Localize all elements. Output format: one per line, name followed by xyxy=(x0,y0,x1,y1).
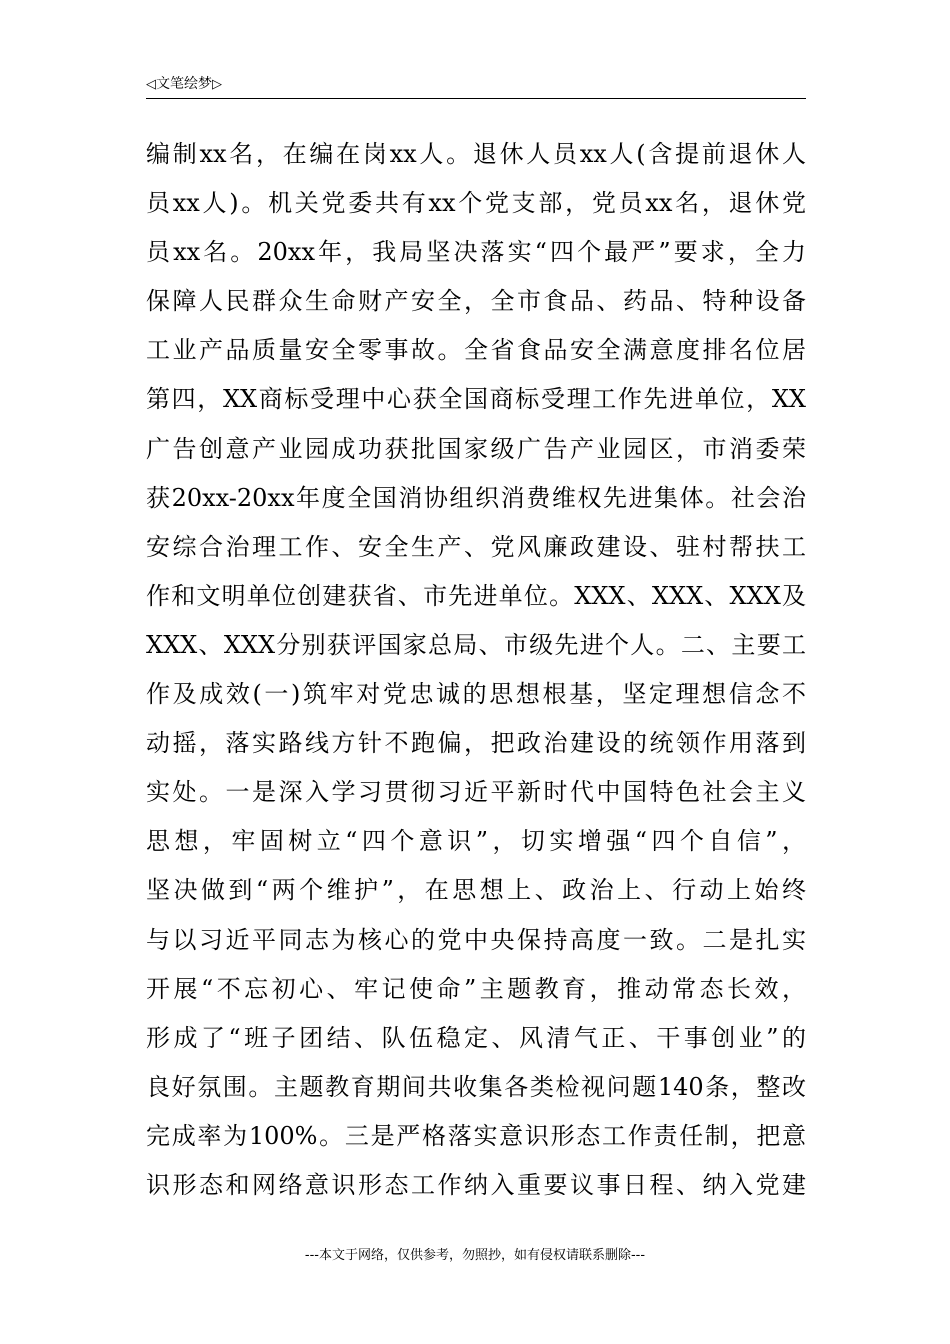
body-line: 开展“不忘初心、牢记使命”主题教育，推动常态长效， xyxy=(146,974,806,1003)
page-header xyxy=(146,74,806,99)
body-line: 员xx人)。机关党委共有xx个党支部，党员xx名，退休党 xyxy=(146,189,806,218)
body-line: 与以习近平同志为核心的党中央保持高度一致。二是扎实 xyxy=(146,925,806,954)
left-triangle-icon: ◁ xyxy=(146,77,156,92)
right-triangle-icon: ▷ xyxy=(212,77,222,92)
body-line: 动摇，落实路线方针不跑偏，把政治建设的统领作用落到 xyxy=(146,729,806,758)
body-line: 编制xx名，在编在岗xx人。退休人员xx人(含提前退休人 xyxy=(146,140,806,168)
body-line: 第四，XX商标受理中心获全国商标受理工作先进单位，XX xyxy=(146,385,806,414)
body-line: 工业产品质量安全零事故。全省食品安全满意度排名位居 xyxy=(146,336,806,365)
body-line: 员xx名。20xx年，我局坚决落实“四个最严”要求，全力 xyxy=(146,238,806,267)
body-line: 作和文明单位创建获省、市先进单位。XXX、XXX、XXX及 xyxy=(146,581,806,610)
body-line: 广告创意产业园成功获批国家级广告产业园区，市消委荣 xyxy=(146,434,806,463)
body-line: 思想，牢固树立“四个意识”，切实增强“四个自信”， xyxy=(146,827,806,856)
document-body xyxy=(146,130,806,1210)
body-line: 保障人民群众生命财产安全，全市食品、药品、特种设备 xyxy=(146,287,806,316)
body-line: 安综合治理工作、安全生产、党风廉政建设、驻村帮扶工 xyxy=(146,532,806,561)
body-line: XXX、XXX分别获评国家总局、市级先进个人。二、主要工 xyxy=(146,630,806,659)
body-line: 识形态和网络意识形态工作纳入重要议事日程、纳入党建 xyxy=(146,1170,806,1199)
header-title: 文笔绘梦 xyxy=(156,76,212,92)
body-line: 作及成效(一)筑牢对党忠诚的思想根基，坚定理想信念不 xyxy=(146,680,806,709)
body-line: 良好氛围。主题教育期间共收集各类检视问题140条，整改 xyxy=(146,1072,806,1101)
body-line: 形成了“班子团结、队伍稳定、风清气正、干事创业”的 xyxy=(146,1023,806,1052)
body-line: 获20xx-20xx年度全国消协组织消费维权先进集体。社会治 xyxy=(146,483,806,512)
body-line: 坚决做到“两个维护”，在思想上、政治上、行动上始终 xyxy=(146,876,806,905)
body-line: 完成率为100%。三是严格落实意识形态工作责任制，把意 xyxy=(146,1121,806,1150)
page-footer: ---本文于网络，仅供参考，勿照抄，如有侵权请联系删除--- xyxy=(304,1248,646,1263)
body-line: 实处。一是深入学习贯彻习近平新时代中国特色社会主义 xyxy=(146,778,806,807)
